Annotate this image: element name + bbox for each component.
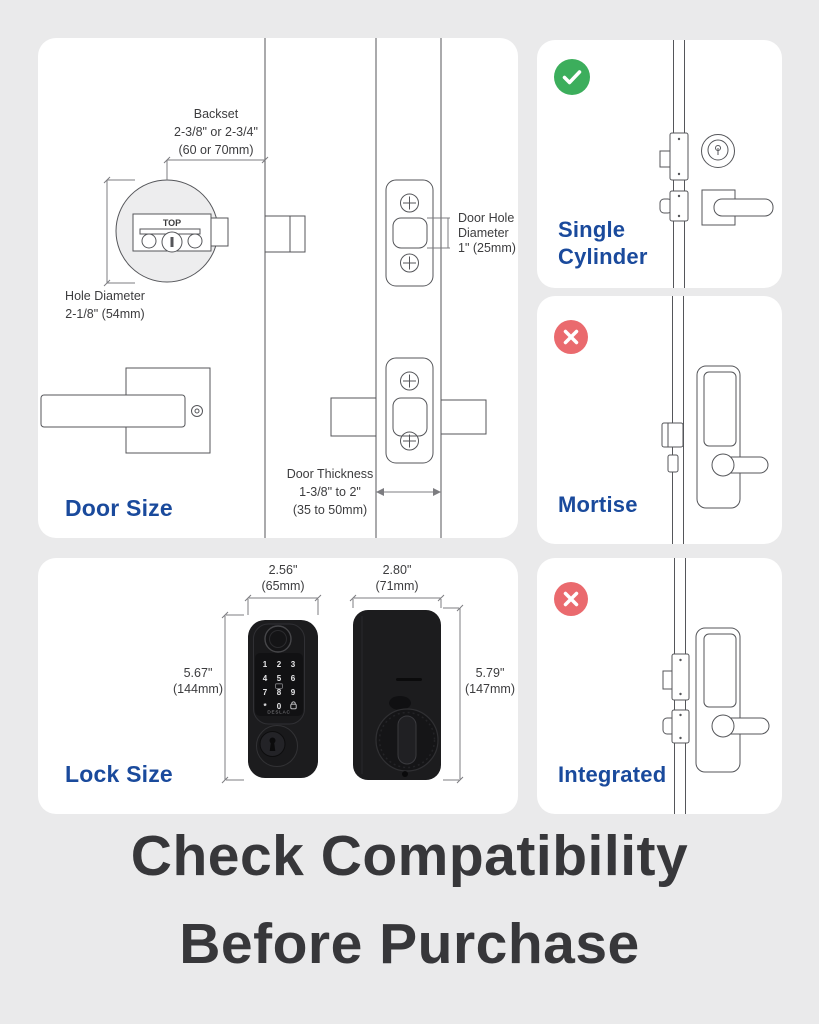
cross-icon [554, 320, 588, 354]
headline [0, 812, 819, 988]
integrated-panel [537, 558, 782, 814]
door-thickness-label: Door Thickness [286, 467, 374, 481]
door-thickness-metric: (35 to 50mm) [292, 503, 368, 517]
keypad-key: 2 [276, 660, 282, 669]
front-width-dimension [245, 563, 321, 615]
rear-height-metric: (147mm) [464, 682, 516, 696]
lock-size-title: Lock Size [65, 761, 173, 787]
latch-edge-plate [663, 710, 689, 743]
single-cylinder-panel [537, 40, 782, 288]
bore-hole-detail [116, 180, 228, 282]
door-hole-dimension [427, 211, 516, 255]
keypad-key: 3 [290, 660, 296, 669]
headline-line1: Check Compatibility [130, 824, 689, 888]
latch-edge-plate [660, 191, 688, 221]
incompatible-cross-badge [554, 320, 588, 354]
latch-bolt-side-view [265, 216, 305, 252]
keypad-key: 7 [262, 688, 268, 697]
rear-height-dimension [443, 605, 515, 783]
door-hole-value: 1" (25mm) [458, 241, 516, 255]
integrated-title: Integrated [558, 762, 667, 787]
keypad-key: 4 [262, 674, 268, 683]
keypad-lock-front [248, 620, 318, 778]
door-hole-label-1: Door Hole [458, 211, 515, 225]
mortise-case-drawing [662, 423, 683, 472]
front-height-metric: (144mm) [172, 682, 224, 696]
keypad-key: 8 [276, 688, 282, 697]
rear-height-value: 5.79" [475, 666, 505, 680]
door-hole-label-2: Diameter [458, 226, 509, 240]
single-cylinder-title-line2: Cylinder [558, 244, 648, 269]
single-cylinder-title [558, 216, 648, 270]
interior-assembly-rear [353, 610, 441, 780]
keypad-key: 5 [276, 674, 282, 683]
backset-label: Backset [193, 107, 239, 121]
keypad-key: 0 [276, 702, 282, 711]
cross-icon [554, 582, 588, 616]
door-size-title: Door Size [65, 495, 173, 521]
door-size-panel [38, 38, 518, 538]
top-marking: TOP [162, 218, 182, 228]
compatible-check-badge [554, 59, 590, 95]
single-cylinder-title-line1: Single [558, 217, 626, 242]
integrated-escutcheon-drawing [696, 628, 769, 772]
door-thickness-dimension [287, 467, 441, 517]
keypad-key: 9 [290, 688, 296, 697]
mortise-escutcheon-drawing [697, 366, 768, 508]
lever-handle-drawing [702, 190, 773, 225]
deadbolt-edge-plate [660, 133, 688, 180]
cylinder-keyhole-drawing [702, 135, 735, 168]
keypad-key: 6 [290, 674, 296, 683]
backset-metric: (60 or 70mm) [178, 143, 254, 157]
lock-size-panel [38, 558, 518, 814]
front-height-value: 5.67" [183, 666, 213, 680]
backset-dimension [164, 107, 268, 180]
lever-handle-drawing [41, 368, 210, 453]
fingerprint-reader [265, 626, 291, 652]
incompatible-cross-badge [554, 582, 588, 616]
rear-width-dimension [350, 563, 444, 608]
backset-value: 2-3/8" or 2-3/4" [174, 125, 258, 139]
headline-line2: Before Purchase [179, 912, 640, 976]
keypad-key: 1 [262, 660, 268, 669]
door-size-diagram [38, 38, 518, 538]
keypad-key: * [263, 702, 267, 711]
latch-faceplate [386, 180, 433, 286]
brand-label: DESLAC [267, 709, 291, 715]
rear-width-metric: (71mm) [375, 579, 419, 593]
mortise-title: Mortise [558, 492, 638, 517]
mortise-panel [537, 296, 782, 544]
latch-cross-section [331, 358, 486, 463]
hole-diameter-value: 2-1/8" (54mm) [65, 307, 145, 321]
deadbolt-edge-plate [663, 654, 689, 700]
front-height-dimension [173, 612, 244, 783]
front-width-value: 2.56" [268, 563, 298, 577]
hole-diameter-label: Hole Diameter [65, 289, 145, 303]
rear-width-value: 2.80" [382, 563, 412, 577]
door-thickness-value: 1-3/8" to 2" [299, 485, 361, 499]
check-icon [554, 59, 590, 95]
front-width-metric: (65mm) [261, 579, 305, 593]
